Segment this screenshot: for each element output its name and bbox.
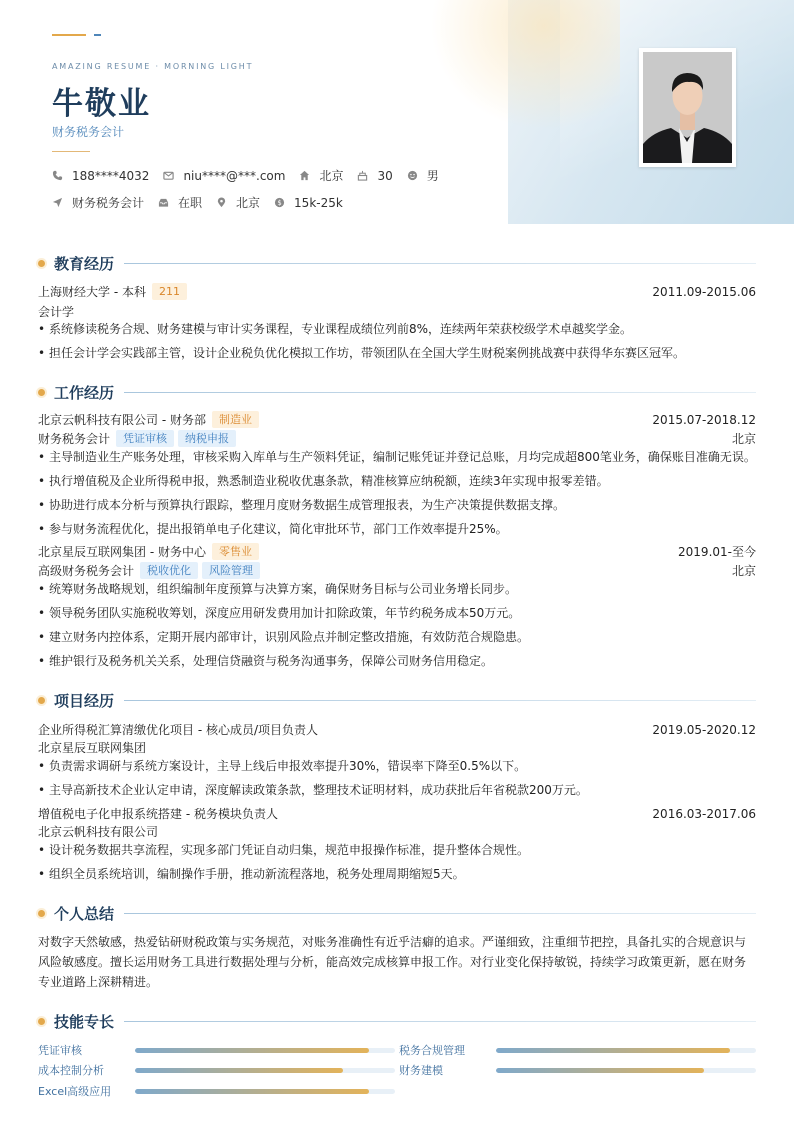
work-company-group: [38, 543, 259, 560]
role-name: 财务税务会计: [38, 432, 111, 446]
svg-text:$: $: [277, 198, 282, 207]
skill-bar-track: [135, 1089, 395, 1094]
work-bullet: • 领导税务团队实施税收筹划，深度应用研发费用加计扣除政策，年节约税务成本50万元。: [38, 605, 756, 621]
decorative-line-blue: [94, 34, 101, 36]
work-date: 2019.01-至今: [678, 545, 756, 559]
work-bullet: • 建立财务内控体系，定期开展内部审计，识别风险点并制定整改措施，有效防范合规隐患。: [38, 629, 756, 645]
work-date: 2015.07-2018.12: [652, 412, 756, 427]
gender-icon: [407, 170, 418, 181]
skill-bar-fill: [135, 1089, 369, 1094]
section-dot-icon: [38, 910, 45, 917]
candidate-name: 牛敬业: [52, 86, 151, 122]
skill-bar-fill: [135, 1048, 369, 1053]
work-company-row: [38, 543, 756, 560]
project-row: [38, 721, 756, 738]
skill-tag: 风险管理: [202, 562, 260, 579]
project-bullet: • 负责需求调研与系统方案设计，主导上线后申报效率提升30%，错误率下降至0.5%以下。: [38, 758, 756, 774]
work-bullet: • 主导制造业生产账务处理，审核采购入库单与生产领料凭证，编制记账凭证并登记总账，月均完成超800笔业务，确保账目准确无误。: [38, 449, 756, 465]
skill-name: 财务建模: [399, 1064, 443, 1077]
status-text: 在职: [178, 196, 203, 210]
profile-photo: [643, 52, 732, 163]
project-date: 2019.05-2020.12: [652, 722, 756, 737]
email-text: niu****@***.com: [183, 168, 286, 183]
salary-info: [274, 196, 343, 210]
project-org: 北京云帆科技有限公司: [38, 825, 159, 839]
work-bullet: • 维护银行及税务机关关系，处理信贷融资与税务沟通事务，保障公司财务信用稳定。: [38, 653, 756, 669]
contact-info-row: [52, 167, 453, 184]
school-name: 上海财经大学 - 本科: [38, 285, 146, 299]
section-dot-icon: [38, 260, 45, 267]
target-city-text: 北京: [236, 196, 261, 210]
skill-tag: 税收优化: [140, 562, 198, 579]
age-info: [357, 169, 392, 183]
work-location: 北京: [731, 564, 756, 578]
profile-photo-frame: [639, 48, 736, 167]
project-name: 企业所得税汇算清缴优化项目 - 核心成员/项目负责人: [38, 723, 319, 737]
resume-tagline: AMAZING RESUME · MORNING LIGHT: [52, 62, 254, 71]
company-name: 北京星辰互联网集团 - 财务中心: [38, 545, 206, 559]
email-info: [163, 169, 285, 183]
industry-tag: 零售业: [212, 543, 259, 560]
school-tag: 211: [152, 283, 187, 300]
project-org: 北京星辰互联网集团: [38, 741, 147, 755]
project-date: 2016.03-2017.06: [652, 806, 756, 821]
education-major: 会计学: [38, 305, 75, 319]
education-section-header: [38, 253, 756, 273]
skill-bar-track: [496, 1068, 756, 1073]
project-bullet: • 设计税务数据共享流程，实现多部门凭证自动归集，规范申报操作标准，提升整体合规性。: [38, 842, 756, 858]
section-title: 教育经历: [54, 254, 115, 273]
section-title: 技能专长: [54, 1012, 115, 1031]
industry-tag: 制造业: [212, 411, 259, 428]
target-city-info: [216, 194, 260, 211]
education-bullet: • 担任会计学会实践部主管，设计企业税负优化模拟工作坊，带领团队在全国大学生财税案例挑战赛中获得华东赛区冠军。: [38, 345, 756, 361]
work-bullet: • 协助进行成本分析与预算执行跟踪，整理月度财务数据生成管理报表，为生产决策提供数据支撑。: [38, 497, 756, 513]
section-title: 工作经历: [54, 383, 115, 402]
role-name: 高级财务税务会计: [38, 564, 135, 578]
skill-bar-fill: [496, 1048, 730, 1053]
work-bullet: • 参与财务流程优化，提出报销单电子化建议，简化审批环节，部门工作效率提升25%。: [38, 521, 756, 537]
skill-bar-track: [135, 1048, 395, 1053]
projects-section-header: [38, 690, 756, 710]
section-dot-icon: [38, 1018, 45, 1025]
inbox-icon: [158, 197, 169, 208]
location-pin-icon: [216, 197, 227, 208]
phone-icon: [52, 170, 63, 181]
skill-item: [38, 1062, 395, 1078]
project-row: [38, 805, 756, 822]
title-divider: [52, 151, 90, 152]
skill-bar-track: [135, 1068, 395, 1073]
salary-icon: [274, 197, 285, 208]
section-divider: [124, 913, 756, 914]
mail-icon: [163, 170, 174, 181]
work-role-row: [38, 562, 756, 579]
target-position-text: 财务税务会计: [72, 196, 145, 210]
section-title: 个人总结: [54, 904, 115, 923]
skill-name: 成本控制分析: [38, 1064, 104, 1077]
city-text: 北京: [319, 169, 344, 183]
skill-item: [399, 1062, 756, 1078]
section-dot-icon: [38, 389, 45, 396]
skill-name: 税务合规管理: [399, 1044, 465, 1057]
work-location: 北京: [731, 432, 756, 446]
skill-tag: 纳税申报: [178, 430, 236, 447]
gender-text: 男: [426, 169, 439, 183]
cake-icon: [357, 170, 368, 181]
section-divider: [124, 700, 756, 701]
salary-text: 15k-25k: [294, 195, 343, 210]
phone-text: 188****4032: [72, 168, 150, 183]
header-light-glow: [430, 0, 620, 130]
work-section-header: [38, 382, 756, 402]
summary-section-header: [38, 903, 756, 923]
section-divider: [124, 392, 756, 393]
skills-section-header: [38, 1011, 756, 1031]
project-name: 增值税电子化申报系统搭建 - 税务模块负责人: [38, 807, 278, 821]
work-role-group: [38, 430, 236, 447]
summary-text: 对数字天然敏感，热爱钻研财税政策与实务规范，对账务准确性有近乎洁癖的追求。严谨细致，注重细节把控，具备扎实的合规意识与风险敏感度。擅长运用财务工具进行数据处理与分析，能高效完成核算申报工作。对行业变化保持敏锐，持续学习政策更新，愿在财务专业道路上深耕精进。: [38, 935, 747, 989]
decorative-line-gold: [52, 34, 86, 36]
send-icon: [52, 197, 63, 208]
target-position-info: [52, 194, 144, 211]
resume-header: [0, 0, 794, 224]
education-row: [38, 283, 756, 300]
work-bullet: • 统筹财务战略规划，组织编制年度预算与决算方案，确保财务目标与公司业务增长同步。: [38, 581, 756, 597]
project-bullet: • 组织全员系统培训，编制操作手册，推动新流程落地，税务处理周期缩短5天。: [38, 866, 756, 882]
phone-info: [52, 169, 149, 183]
skill-name: Excel高级应用: [38, 1085, 112, 1098]
skill-bar-fill: [496, 1068, 704, 1073]
age-text: 30: [377, 168, 393, 183]
skill-item: [38, 1083, 395, 1099]
job-info-row: [52, 194, 357, 211]
section-divider: [124, 1021, 756, 1022]
skill-tag: 凭证审核: [116, 430, 174, 447]
gender-info: [407, 167, 439, 184]
project-bullet: • 主导高新技术企业认定申请，深度解读政策条款，整理技术证明材料，成功获批后年省税款200万元。: [38, 782, 756, 798]
status-info: [158, 194, 202, 211]
skill-item: [38, 1042, 395, 1058]
work-role-group: [38, 562, 260, 579]
skill-bar-fill: [135, 1068, 343, 1073]
section-dot-icon: [38, 697, 45, 704]
education-date: 2011.09-2015.06: [652, 284, 756, 299]
work-role-row: [38, 430, 756, 447]
job-title: 财务税务会计: [52, 125, 125, 139]
section-title: 项目经历: [54, 691, 115, 710]
skill-bar-track: [496, 1048, 756, 1053]
skill-name: 凭证审核: [38, 1044, 82, 1057]
section-divider: [124, 263, 756, 264]
company-name: 北京云帆科技有限公司 - 财务部: [38, 413, 206, 427]
skill-item: [399, 1042, 756, 1058]
work-company-group: [38, 411, 259, 428]
work-bullet: • 执行增值税及企业所得税申报，熟悉制造业税收优惠条款，精准核算应纳税额，连续3年实现申报零差错。: [38, 473, 756, 489]
education-school-group: [38, 283, 187, 300]
education-bullet: • 系统修读税务合规、财务建模与审计实务课程，专业课程成绩位列前8%，连续两年荣获校级学术卓越奖学金。: [38, 321, 756, 337]
home-icon: [299, 170, 310, 181]
work-company-row: [38, 411, 756, 428]
city-info: [299, 167, 343, 184]
